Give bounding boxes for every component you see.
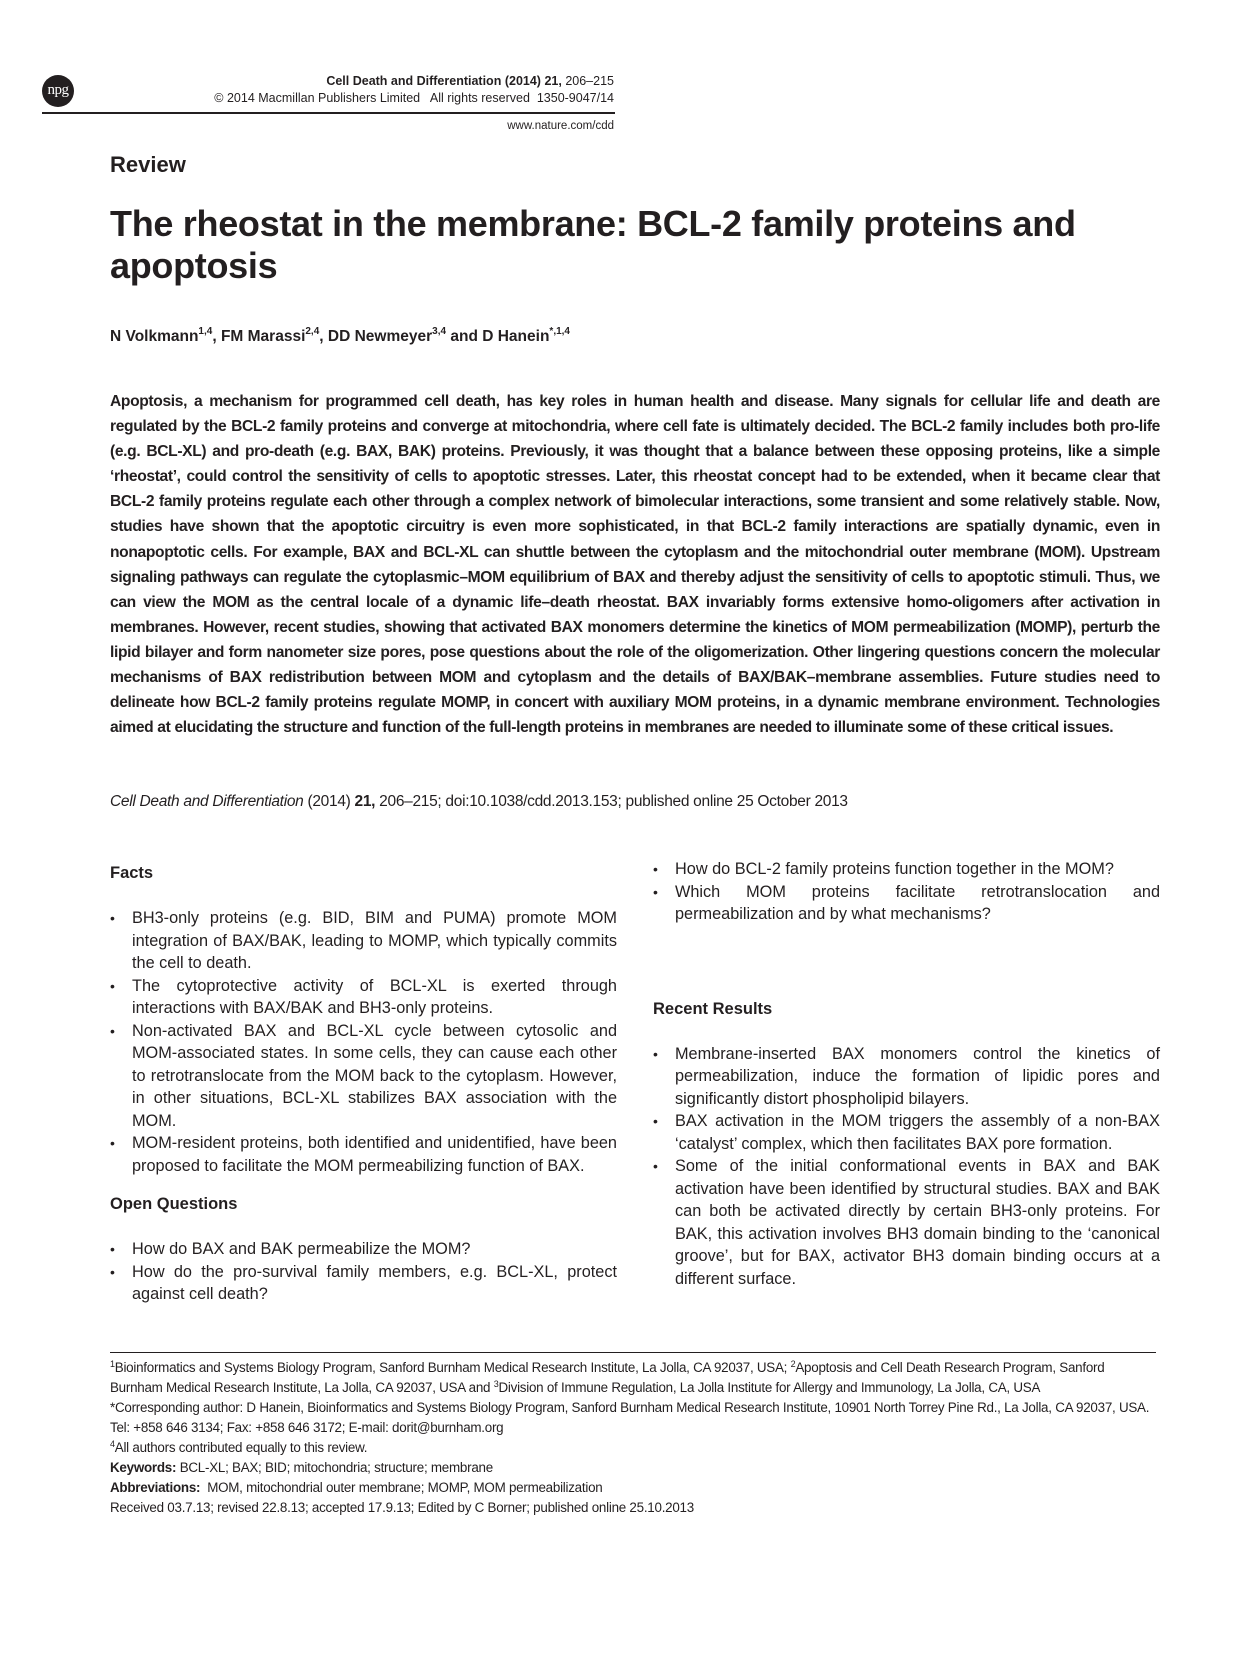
- bullet-icon: •: [110, 1022, 115, 1039]
- journal-reference: [326, 74, 614, 88]
- bullet-icon: •: [653, 1113, 658, 1129]
- footnotes: [110, 1358, 1160, 1518]
- list-item: • How do the pro-survival family members, e.g. BCL-XL, protect against cell death?: [110, 1262, 617, 1303]
- footnote-divider: [110, 1352, 1156, 1353]
- author: N Volkmann$^{1,4}$,: [110, 326, 221, 345]
- equal-contribution-note: $^4$All authors contributed equally to this review.: [110, 1439, 368, 1455]
- journal-pages: 206–215: [565, 74, 614, 88]
- list-item: • Non-activated BAX and BCL-XL cycle between cytosolic and MOM-associated states. In some cells, they can cause each other to retrotranslocate from the MOM back to the cytoplasm. However, in other situations, BCL-XL stabilizes BAX association with the MOM.: [110, 1021, 617, 1130]
- list-item: • How do BCL-2 family proteins function together in the MOM?: [653, 858, 1160, 881]
- article-history: Received 03.7.13; revised 22.8.13; accepted 17.9.13; Edited by C Borner; published online 25.10.2013: [110, 1500, 694, 1515]
- journal-year: (2014): [504, 74, 541, 88]
- recent-results-list: [653, 1043, 1160, 1291]
- journal-volume: 21,: [544, 74, 562, 88]
- author: DD Newmeyer$^{3,4}$ and: [327, 326, 483, 345]
- list-item: • BAX activation in the MOM triggers the assembly of a non-BAX ‘catalyst’ complex, which then facilitates BAX pore formation.: [653, 1112, 1160, 1153]
- list-item: • Which MOM proteins facilitate retrotranslocation and permeabilization and by what mechanisms?: [653, 882, 1160, 923]
- bullet-icon: •: [110, 1135, 115, 1151]
- author-list: [110, 328, 570, 346]
- bullet-icon: •: [653, 861, 658, 877]
- bullet-icon: •: [653, 883, 658, 900]
- corresponding-author: *Corresponding author: D Hanein, Bioinformatics and Systems Biology Program, Sanford Burnham Medical Research Institute, 10901 North Torrey Pine Rd., La Jolla, CA 92037, USA. Tel: +858 646 3134; Fax: +858 646 3172; E-mail: dorit@burnham.org: [110, 1400, 1150, 1435]
- open-questions-list-continued: [653, 858, 1160, 926]
- list-item: • Membrane-inserted BAX monomers control the kinetics of permeabilization, induce the formation of lipidic pores and significantly distort phospholipid bilayers.: [653, 1044, 1160, 1108]
- article-type-label: Review: [110, 152, 186, 177]
- author: FM Marassi$^{2,4}$,: [220, 326, 328, 345]
- right-column: [653, 858, 1160, 1290]
- journal-name: Cell Death and Differentiation: [326, 74, 502, 88]
- keywords: Keywords: BCL-XL; BAX; BID; mitochondria; structure; membrane: [110, 1460, 493, 1475]
- abbreviations: Abbreviations: MOM, mitochondrial outer membrane; MOMP, MOM permeabilization: [110, 1480, 603, 1495]
- header-divider: [42, 112, 615, 114]
- list-item: • How do BAX and BAK permeabilize the MOM?: [110, 1238, 617, 1261]
- bullet-icon: •: [653, 1045, 658, 1062]
- open-questions-heading: Open Questions: [110, 1195, 238, 1213]
- list-item: • BH3-only proteins (e.g. BID, BIM and PUMA) promote MOM integration of BAX/BAK, leading to MOMP, which typically commits the cell to death.: [110, 909, 617, 972]
- bullet-icon: •: [110, 977, 115, 994]
- list-item: • Some of the initial conformational events in BAX and BAK activation have been identified by structural studies. BAX and BAK can both be activated directly by certain BH3-only proteins. For BAK, this activation involves BH3 domain binding to the ‘canonical groove’, but for BAX, activator BH3 domain binding occurs at a different surface.: [653, 1157, 1160, 1288]
- open-questions-list: [110, 1238, 617, 1306]
- journal-url-link[interactable]: www.nature.com/cdd: [507, 120, 614, 132]
- abstract: Apoptosis, a mechanism for programmed cell death, has key roles in human health and disease. Many signals for cellular life and death are regulated by the BCL-2 family proteins and converge at mitochondria, where cell fate is ultimately decided. The BCL-2 family includes both pro-life (e.g. BCL-XL) and pro-death (e.g. BAX, BAK) proteins. Previously, it was thought that a balance between these opposing proteins, like a simple ‘rheostat’, could control the sensitivity of cells to apoptotic stresses. Later, this rheostat concept had to be extended, when it became clear that BCL-2 family proteins regulate each other through a complex network of bimolecular interactions, some transient and some relatively stable. Now, studies have shown that the apoptotic circuitry is even more sophisticated, in that BCL-2 family interactions are spatially dynamic, even in nonapoptotic cells. For example, BAX and BCL-XL can shuttle between the cytoplasm and the mitochondrial outer membrane (MOM). Upstream signaling pathways can regulate the cytoplasmic–MOM equilibrium of BAX and thereby adjust the sensitivity of cells to apoptotic stimuli. Thus, we can view the MOM as the central locale of a dynamic life–death rheostat. BAX invariably forms extensive homo-oligomers after activation in membranes. However, recent studies, showing that activated BAX monomers determine the kinetics of MOM permeabilization (MOMP), perturb the lipid bilayer and form nanometer size pores, pose questions about the role of the oligomerization. Other lingering questions concern the molecular mechanisms of BAX redistribution between MOM and cytoplasm and the details of BAX/BAK–membrane assemblies. Future studies need to delineate how BCL-2 family proteins regulate MOMP, in concert with auxiliary MOM proteins, in a dynamic membrane environment. Technologies aimed at elucidating the structure and function of the full-length proteins in membranes are needed to illuminate some of these critical issues.: [110, 393, 1160, 737]
- copyright-line: © 2014 Macmillan Publishers Limited All rights reserved 1350-9047/14: [214, 91, 614, 105]
- left-column: [110, 862, 617, 1306]
- recent-results-heading: Recent Results: [653, 999, 773, 1018]
- list-item: • MOM-resident proteins, both identified and unidentified, have been proposed to facilitate the MOM permeabilizing function of BAX.: [110, 1134, 617, 1175]
- bullet-icon: •: [653, 1158, 658, 1174]
- bullet-icon: •: [110, 1241, 115, 1257]
- facts-heading: Facts: [110, 864, 154, 882]
- facts-list: [110, 907, 617, 1177]
- affiliations: $^1$Bioinformatics and Systems Biology Program, Sanford Burnham Medical Research Institute, La Jolla, CA 92037, USA; $^2$Apoptosis and Cell Death Research Program, Sanford Burnham Medical Research Institute, La Jolla, CA 92037, USA and $^3$Division of Immune Regulation, La Jolla Institute for Allergy and Immunology, La Jolla, CA, USA: [110, 1359, 1105, 1395]
- bullet-icon: •: [110, 910, 115, 926]
- bullet-icon: •: [110, 1263, 115, 1280]
- citation-line: Cell Death and Differentiation (2014) 21, 206–215; doi:10.1038/cdd.2013.153; published online 25 October 2013: [110, 793, 848, 810]
- author: D Hanein$^{*,1,4}$: [482, 326, 570, 345]
- list-item: • The cytoprotective activity of BCL-XL is exerted through interactions with BAX/BAK and BH3-only proteins.: [110, 976, 617, 1017]
- npg-logo: npg: [42, 75, 74, 107]
- article-title: The rheostat in the membrane: BCL-2 family proteins and apoptosis: [110, 203, 1076, 286]
